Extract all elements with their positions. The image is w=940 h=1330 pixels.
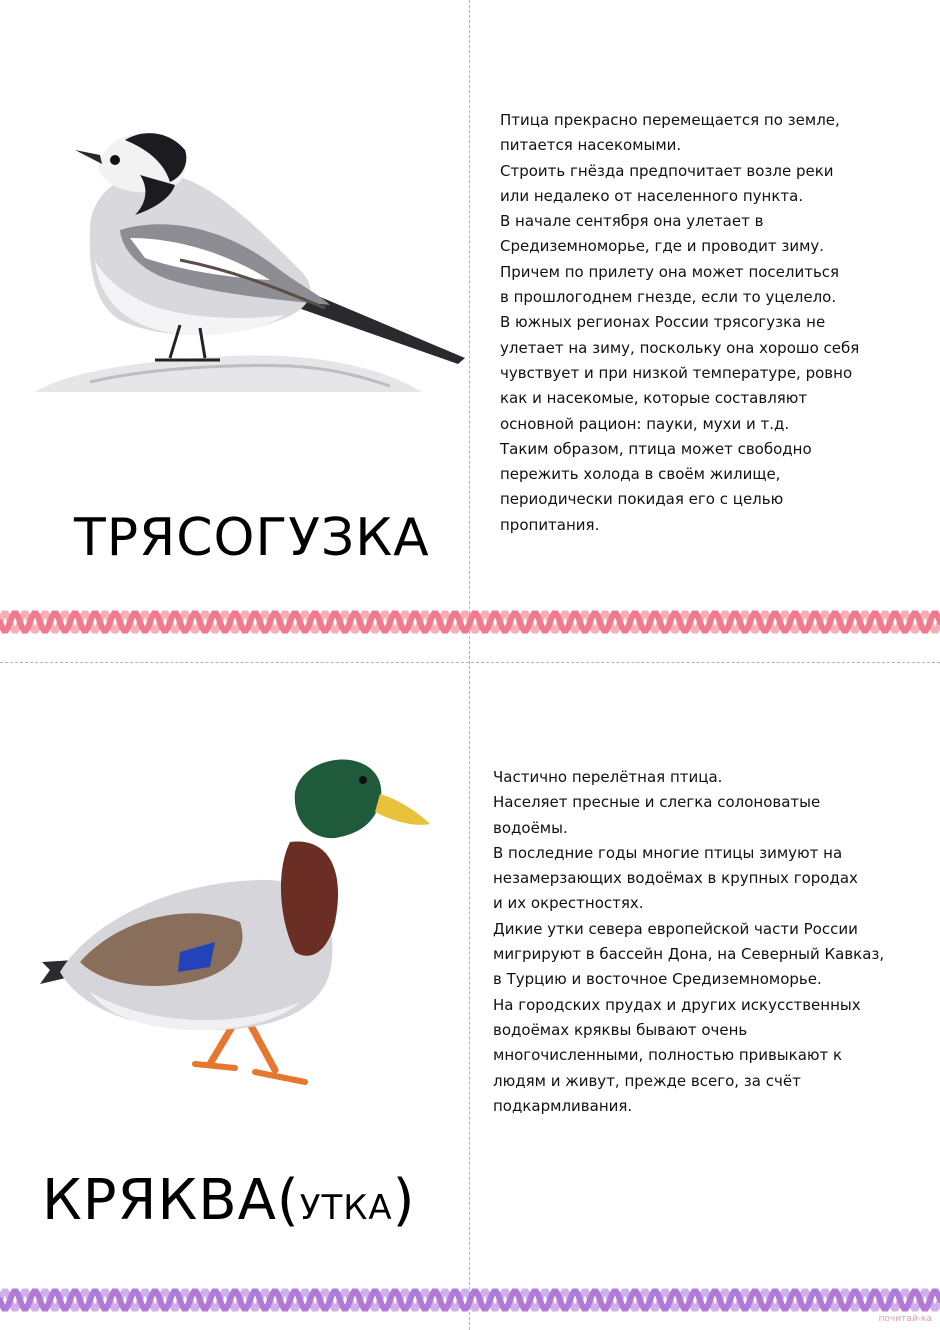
title-main: КРЯКВА( [42, 1168, 300, 1233]
horizontal-cut-line [0, 662, 940, 663]
description-line: В начале сентября она улетает в [500, 212, 764, 231]
description-line: водоёмах кряквы бывают очень [493, 1020, 748, 1039]
watermark: почитай-ка [878, 1314, 932, 1324]
description-line: основной рацион: пауки, мухи и т.д. [500, 414, 790, 433]
description-line: периодически покидая его с целью [500, 490, 784, 509]
description-line: подкармливания. [493, 1096, 633, 1115]
description-line: незамерзающих водоёмах в крупных городах [493, 869, 858, 888]
description-line: Таким образом, птица может свободно [500, 439, 812, 458]
title-close: ) [392, 1168, 416, 1233]
description-line: Дикие утки севера европейской части России [493, 919, 858, 938]
decorative-ribbon-purple [0, 1276, 940, 1324]
card-description-wagtail [500, 108, 859, 538]
description-line: В южных регионах России трясогузка не [500, 313, 826, 332]
description-line: и их окрестностях. [493, 894, 644, 913]
card-title-mallard [42, 1168, 416, 1233]
description-line: В последние годы многие птицы зимуют на [493, 843, 843, 862]
description-line: водоёмы. [493, 818, 568, 837]
description-line: Частично перелётная птица. [493, 768, 723, 786]
description-line: людям и живут, прежде всего, за счёт [493, 1071, 801, 1090]
description-line: На городских прудах и других искусственных [493, 995, 861, 1014]
description-line: Средиземноморье, где и проводит зиму. [500, 237, 825, 256]
description-line: улетает на зиму, поскольку она хорошо себя [500, 338, 860, 357]
description-line: многочисленными, полностью привыкают к [493, 1046, 843, 1065]
description-line: мигрируют в бассейн Дона, на Северный Кавказ, [493, 945, 885, 964]
description-line: пережить холода в своём жилище, [500, 465, 781, 484]
mallard-duck-illustration [30, 752, 440, 1092]
description-line: как и насекомые, которые составляют [500, 389, 808, 408]
description-line: пропитания. [500, 515, 600, 534]
description-line: Населяет пресные и слегка солоноватые [493, 793, 821, 812]
description-line: в прошлогоднем гнезде, если то уцелело. [500, 288, 837, 307]
description-line: или недалеко от населенного пункта. [500, 186, 804, 205]
card-title-wagtail: ТРЯСОГУЗКА [74, 508, 430, 568]
card-description-mallard [493, 765, 884, 1119]
description-line: в Турцию и восточное Средиземноморье. [493, 970, 822, 989]
title-small: УТКА [299, 1188, 393, 1228]
description-line: питается насекомыми. [500, 136, 682, 155]
description-line: чувствует и при низкой температуре, ровно [500, 363, 853, 382]
wagtail-bird-illustration [30, 120, 470, 400]
decorative-ribbon-pink [0, 598, 940, 646]
description-line: Строить гнёзда предпочитает возле реки [500, 161, 834, 180]
description-line: Причем по прилету она может поселиться [500, 262, 840, 281]
description-line: Птица прекрасно перемещается по земле, [500, 111, 840, 129]
